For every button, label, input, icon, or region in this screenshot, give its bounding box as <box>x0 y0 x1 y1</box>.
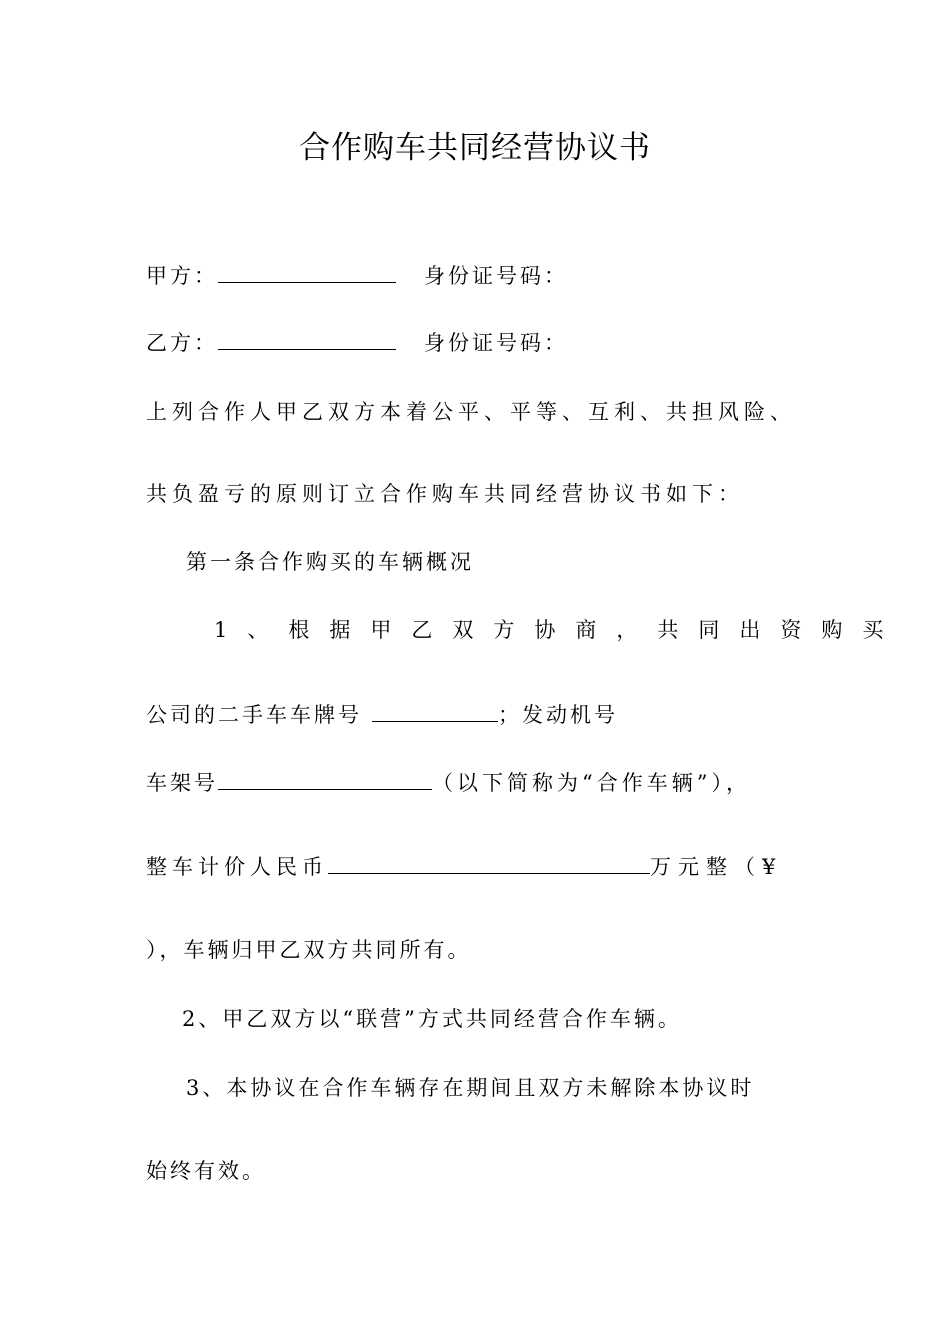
frame-number-label: 车架号 <box>146 771 218 795</box>
document-title: 合作购车共同经营协议书 <box>299 130 651 166</box>
article-1-item-1-line-5: ），车辆归甲乙双方共同所有。 <box>146 938 472 962</box>
party-b-line <box>146 327 568 358</box>
engine-number-label: ；发动机号 <box>498 703 618 727</box>
plate-number-blank <box>372 699 498 722</box>
article-1-heading: 第一条合作购买的车辆概况 <box>186 550 474 574</box>
article-1-item-3-line-1: 3、本协议在合作车辆存在期间且双方未解除本协议时 <box>186 1076 755 1100</box>
article-1-item-1-line-3 <box>146 767 751 798</box>
article-1-item-3-line-2: 始终有效。 <box>146 1159 266 1183</box>
price-blank <box>328 851 650 874</box>
article-1-item-1-line-4 <box>146 851 782 882</box>
party-a-id-label: 身份证号码： <box>424 264 568 288</box>
intro-line-2: 共负盈亏的原则订立合作购车共同经营协议书如下： <box>146 482 744 506</box>
price-label: 整车计价人民币 <box>146 855 328 879</box>
party-b-label: 乙方： <box>146 331 218 355</box>
price-unit-text: 万元整（¥ <box>650 855 783 879</box>
party-a-name-blank <box>218 260 396 283</box>
company-text: 公司的二手车车牌号 <box>146 703 362 727</box>
article-1-item-2: 2、甲乙双方以“联营”方式共同经营合作车辆。 <box>182 1007 682 1031</box>
frame-number-blank <box>218 767 432 790</box>
article-1-item-1-line-2 <box>146 699 618 730</box>
party-a-label: 甲方： <box>146 264 218 288</box>
cooperative-vehicle-note: （以下简称为“合作车辆”）， <box>432 771 751 795</box>
intro-line-1: 上列合作人甲乙双方本着公平、平等、互利、共担风险、 <box>146 400 796 424</box>
party-a-line <box>146 260 568 291</box>
party-b-id-label: 身份证号码： <box>424 331 568 355</box>
party-b-name-blank <box>218 327 396 350</box>
article-1-item-1-line-1: 1、根据甲乙双方协商，共同出资购买 <box>214 618 904 642</box>
